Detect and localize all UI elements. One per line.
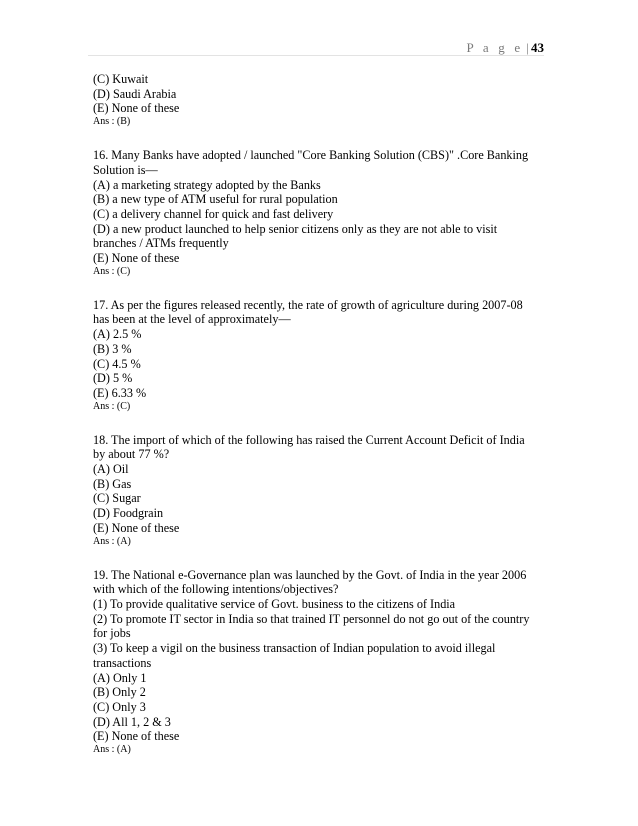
statement-line: (2) To promote IT sector in India so that trained IT personnel do not go out of the country	[93, 611, 530, 626]
answer-line: Ans : (A)	[93, 744, 131, 756]
option-line: (E) None of these	[93, 251, 180, 266]
statement-line: (1) To provide qualitative service of Govt. business to the citizens of India	[93, 596, 456, 611]
question-text: with which of the following intentions/objectives?	[93, 582, 339, 597]
option-line: (D) All 1, 2 & 3	[93, 714, 171, 729]
page-separator: |	[526, 40, 529, 55]
question-text: 17. As per the figures released recently, the rate of growth of agriculture during 2007-08	[93, 297, 523, 312]
statement-line: for jobs	[93, 626, 131, 641]
option-line: (D) Foodgrain	[93, 506, 164, 521]
answer-line: Ans : (C)	[93, 265, 131, 277]
option-line: (B) 3 %	[93, 341, 132, 356]
question-text: 16. Many Banks have adopted / launched "Core Banking Solution (CBS)" .Core Banking	[93, 148, 529, 163]
question-18	[93, 433, 545, 548]
option-line: (C) Sugar	[93, 491, 141, 506]
option-line: (E) None of these	[93, 729, 180, 744]
option-line: (C) Only 3	[93, 699, 146, 714]
option-line: (B) Gas	[93, 476, 132, 491]
question-17	[93, 298, 545, 413]
option-line: (D) a new product launched to help senior citizens only as they are not able to visit	[93, 221, 498, 236]
option-line: (B) a new type of ATM useful for rural population	[93, 192, 338, 207]
option-line: (A) Oil	[93, 462, 129, 477]
option-line: (E) 6.33 %	[93, 385, 147, 400]
question-block-0	[93, 72, 545, 128]
answer-line: Ans : (C)	[93, 400, 131, 412]
option-line: (C) Kuwait	[93, 72, 149, 86]
option-line: (E) None of these	[93, 101, 180, 116]
statement-line: transactions	[93, 655, 152, 670]
question-text: 18. The import of which of the following has raised the Current Account Deficit of India	[93, 432, 525, 447]
option-line: (B) Only 2	[93, 685, 146, 700]
question-text: 19. The National e-Governance plan was launched by the Govt. of India in the year 2006	[93, 567, 527, 582]
question-text: Solution is—	[93, 162, 158, 177]
option-line: (A) Only 1	[93, 670, 147, 685]
option-line: (C) a delivery channel for quick and fast delivery	[93, 206, 334, 221]
option-line: (E) None of these	[93, 520, 180, 535]
question-text: has been at the level of approximately—	[93, 312, 291, 327]
option-line: (D) Saudi Arabia	[93, 86, 177, 101]
question-text: by about 77 %?	[93, 447, 170, 462]
question-19	[93, 568, 545, 756]
page-header	[466, 40, 544, 56]
page-number: 43	[531, 40, 544, 55]
question-16	[93, 148, 545, 278]
statement-line: (3) To keep a vigil on the business transaction of Indian population to avoid illegal	[93, 641, 496, 656]
document-body	[93, 72, 545, 776]
header-rule	[88, 55, 544, 56]
answer-line: Ans : (B)	[93, 116, 131, 128]
option-line: branches / ATMs frequently	[93, 236, 229, 251]
page-label: P a g e	[466, 40, 524, 55]
option-line: (A) 2.5 %	[93, 327, 142, 342]
option-line: (C) 4.5 %	[93, 356, 141, 371]
option-line: (D) 5 %	[93, 371, 133, 386]
option-line: (A) a marketing strategy adopted by the Banks	[93, 177, 321, 192]
answer-line: Ans : (A)	[93, 535, 131, 547]
